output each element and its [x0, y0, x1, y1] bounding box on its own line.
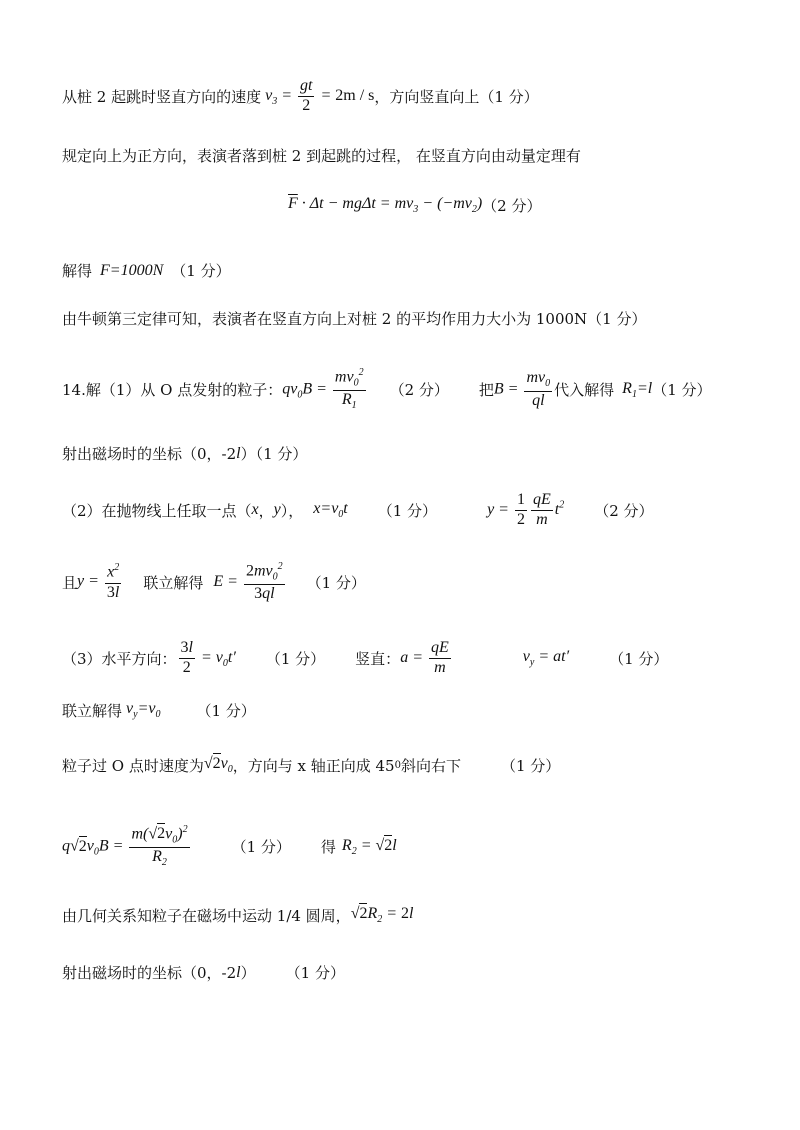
formula-e: E = $\frac{2mv_0^2}{3ql}$	[213, 561, 283, 603]
text: 粒子过 O 点时速度为	[62, 757, 204, 775]
formula-vy: $v_y = at'$	[522, 648, 570, 669]
text: 射出磁场时的坐标（0，-2	[62, 964, 237, 982]
text: 联立解得	[143, 573, 204, 592]
text: 解得	[62, 262, 93, 280]
formula-horizontal: $\frac{3l}{2}$ = $v_0t'$	[180, 639, 236, 676]
score: （1 分）	[231, 838, 291, 857]
line-exit-coord-1: 射出磁场时的坐标（0，-2 l ）（1 分）	[62, 444, 308, 463]
score: （1 分）	[306, 573, 366, 592]
score: （2 分）	[482, 197, 542, 215]
score: （1 分）	[265, 649, 326, 668]
line-exit-coord-2: 射出磁场时的坐标（0，-2 l ） （1 分）	[62, 963, 345, 982]
formula-v3: $v_3$ = $\frac{gt}{2}$ = 2m / s	[261, 77, 375, 114]
text: 从桩 2 起跳时竖直方向的速度	[62, 87, 262, 106]
line-solve-r2	[62, 825, 397, 869]
text: 14.解（1）从 O 点发射的粒子：	[62, 381, 283, 400]
line-q14-part2: （2）在抛物线上任取一点（ x ， y ）， $x=v_0t$ （1 分） y = $\frac{1}{2}$ $\frac{qE}{m}$ $t^2$ （2 分）	[62, 491, 654, 528]
text: 射出磁场时的坐标（0，-2	[62, 445, 237, 463]
score: （1 分）	[652, 381, 712, 400]
text: （2）在抛物线上任取一点（	[62, 501, 252, 520]
text: ，方向与 x 轴正向成 45	[232, 757, 395, 775]
formula-geometry: $√2R_2 = 2l$	[350, 905, 414, 926]
text: 得	[320, 838, 336, 857]
formula-lorentz-2: $q√2v_0B$ = $\frac{m(√2v_0)^2}{R_2}$	[62, 824, 188, 869]
text: 且	[62, 573, 78, 592]
text: 竖直：	[355, 649, 401, 668]
line-solve-f	[62, 260, 231, 281]
line-q14-part1	[62, 368, 712, 412]
text: ），	[280, 501, 304, 520]
line-momentum-theorem	[288, 195, 541, 216]
score: （1 分）	[377, 501, 438, 520]
text: 规定向上为正方向，表演者落到桩 2 到起跳的过程， 在竖直方向由动量定理有	[62, 147, 581, 165]
text: 代入解得	[554, 381, 615, 400]
formula-b: B = $\frac{mv_0}{ql}$	[493, 369, 551, 409]
score: ）（1 分）	[240, 445, 308, 463]
formula-lorentz: $qv_0B$ = $\frac{mv_0^2}{R_1}$	[282, 367, 364, 412]
line-velocity-at-o: 粒子过 O 点时速度为 $√2v_0$ ，方向与 x 轴正向成 45 0 斜向右下 （1 分）	[62, 755, 561, 776]
formula-parabola: y = $\frac{x^2}{3l}$	[77, 562, 120, 601]
line-solve-e	[62, 562, 366, 603]
text: 由几何关系知粒子在磁场中运动 1/4 圆周，	[62, 907, 351, 925]
text: 由牛顿第三定律可知，表演者在竖直方向上对桩 2 的平均作用力大小为 1000N（1 分）	[62, 310, 647, 328]
formula-r1: $R_1=l$	[622, 379, 653, 400]
formula-x: $x=v_0t$	[313, 500, 348, 521]
text: 把	[478, 381, 494, 400]
score: （1 分）	[171, 262, 231, 280]
score: （1 分）	[196, 702, 256, 720]
text: ，方向竖直向上（1 分）	[374, 87, 539, 106]
score: （2 分）	[594, 501, 654, 520]
line-sign-convention	[62, 145, 581, 166]
formula-accel: a = $\frac{qE}{m}$	[400, 639, 449, 676]
formula-sqrt2v0: $√2v_0$	[203, 755, 233, 776]
score: （2 分）	[389, 381, 449, 400]
text: （3）水平方向：	[62, 649, 177, 668]
line-pile2-velocity	[62, 78, 539, 115]
text: ）	[240, 964, 256, 982]
line-q14-part3	[62, 640, 668, 677]
text: 联立解得	[62, 702, 123, 720]
formula-momentum: $\overline{F} \cdot \Delta t - mg\Delta t = mv_3 - (-mv_2)$	[288, 195, 483, 216]
text: 斜向右下	[400, 757, 461, 775]
line-geometry	[62, 905, 414, 926]
score: （1 分）	[500, 757, 561, 775]
score: （1 分）	[285, 964, 345, 982]
formula-r2: $R_2 = √2l$	[341, 836, 397, 857]
line-solve-vy	[62, 700, 256, 721]
formula-vy-v0: $v_y=v_0$	[126, 700, 161, 721]
formula-y: y = $\frac{1}{2}$ $\frac{qE}{m}$ $t^2$	[487, 491, 565, 528]
line-newton-third	[62, 308, 646, 329]
score: （1 分）	[609, 649, 669, 668]
formula-f: F=1000N	[100, 261, 164, 279]
